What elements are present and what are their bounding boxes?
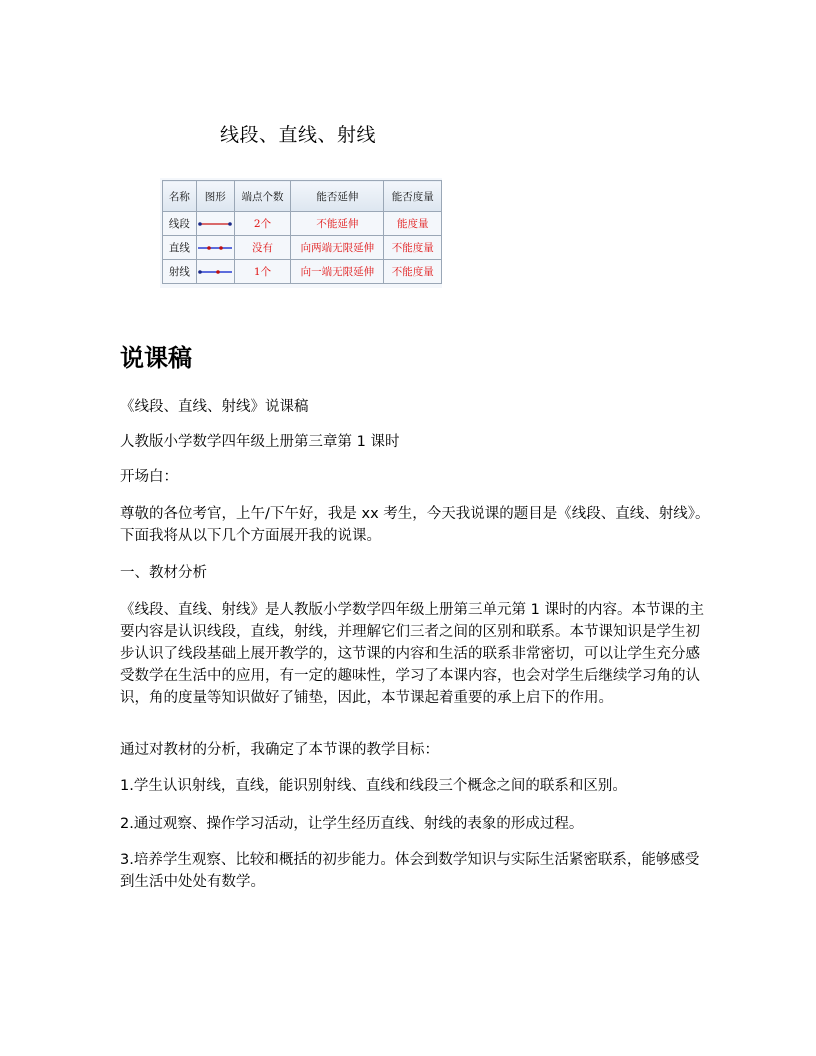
header-figure: 图形	[196, 181, 234, 212]
row-measure: 不能度量	[384, 236, 442, 260]
row-endpoints: 2个	[234, 212, 291, 236]
opening-label: 开场白：	[120, 469, 178, 485]
objective-item: 2.通过观察、操作学习活动，让学生经历直线、射线的表象的形成过程。	[120, 816, 584, 832]
table-header-row	[163, 181, 442, 212]
analysis-paragraph: 《线段、直线、射线》是人教版小学数学四年级上册第三单元第 1 课时的内容。本节课的主要内容是认识线段，直线，射线，并理解它们三者之间的区别和联系。本节课知识是学生初步认识了线段基础上展开教学的，这节课的内容和生活的联系非常密切，可以让学生充分感受数学在生活中的应用，有一定的趣味性，学习了本课内容，也会对学生后继续学习角的认识，角的度量等知识做好了铺垫，因此，本节课起着重要的承上启下的作用。	[120, 602, 704, 706]
section-label: 一、教材分析	[120, 565, 207, 581]
row-name: 射线	[163, 260, 197, 284]
header-measure: 能否度量	[384, 181, 442, 212]
segment-figure	[196, 212, 234, 236]
ray-figure	[196, 260, 234, 284]
row-extend: 不能延伸	[291, 212, 384, 236]
comparison-table-image	[160, 178, 442, 288]
objective-item: 3.培养学生观察、比较和概括的初步能力。体会到数学知识与实际生活紧密联系，能够感受到生活中处处有数学。	[120, 852, 700, 890]
row-extend: 向两端无限延伸	[291, 236, 384, 260]
row-name: 线段	[163, 212, 197, 236]
row-endpoints: 没有	[234, 236, 291, 260]
opening-paragraph: 尊敬的各位考官，上午/下午好，我是 xx 考生，今天我说课的题目是《线段、直线、射线》。下面我将从以下几个方面展开我的说课。	[120, 506, 710, 544]
header-name: 名称	[163, 181, 197, 212]
row-endpoints: 1个	[234, 260, 291, 284]
lesson-info: 人教版小学数学四年级上册第三章第 1 课时	[120, 434, 400, 450]
table-row	[163, 260, 442, 284]
comparison-table	[162, 180, 442, 284]
objective-item: 1.学生认识射线，直线，能识别射线、直线和线段三个概念之间的联系和区别。	[120, 778, 627, 794]
doc-subtitle: 《线段、直线、射线》说课稿	[120, 399, 309, 415]
header-extend: 能否延伸	[291, 181, 384, 212]
row-measure: 能度量	[384, 212, 442, 236]
page-title: 线段、直线、射线	[220, 124, 377, 146]
row-name: 直线	[163, 236, 197, 260]
table-row	[163, 236, 442, 260]
row-extend: 向一端无限延伸	[291, 260, 384, 284]
table-row	[163, 212, 442, 236]
section-heading: 说课稿	[120, 344, 192, 372]
header-endpoints: 端点个数	[234, 181, 291, 212]
row-measure: 不能度量	[384, 260, 442, 284]
line-figure	[196, 236, 234, 260]
objectives-intro: 通过对教材的分析，我确定了本节课的教学目标：	[120, 742, 439, 758]
